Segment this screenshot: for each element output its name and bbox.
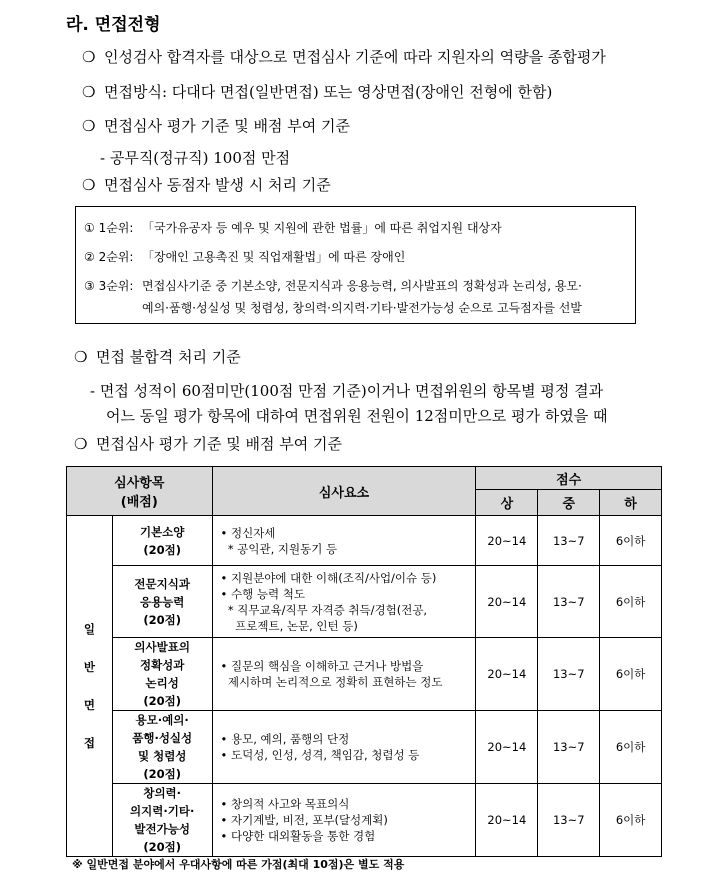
sub-item-full-score: - 공무직(정규직) 100점 만점 — [100, 149, 291, 167]
item-elements: • 용모, 예의, 품행의 단정 • 도덕성, 인성, 성격, 책임감, 청렴성 등 — [212, 711, 476, 784]
evaluation-table — [66, 466, 662, 857]
fail-text-1: - 면접 성적이 60점미만(100점 만점 기준)이거나 면접위원의 항목별 평정 결과 — [90, 382, 604, 400]
item-evaluation: ❍ 인성검사 합격자를 대상으로 면접심사 기준에 따라 지원자의 역량을 종합평가 — [82, 48, 606, 66]
bullet-circle-icon: ❍ — [74, 348, 88, 366]
tie-rank-2: ② 2순위: — [84, 250, 134, 264]
bullet-circle-icon: ❍ — [82, 83, 96, 101]
score-mid: 13~7 — [538, 516, 600, 566]
side-label-general-interview: 일 반 면 접 — [67, 516, 113, 857]
tie-rule-1: 「국가유공자 등 예우 및 지원에 관한 법률」에 따른 취업지원 대상자 — [142, 221, 502, 235]
item-name: 기본소양 (20점) — [112, 516, 212, 566]
tie-rank-1: ① 1순위: — [84, 221, 134, 235]
header-item: 심사항목 (배점) — [67, 467, 213, 516]
table-row — [67, 711, 662, 784]
header-elements: 심사요소 — [212, 467, 476, 516]
item-elements: • 창의적 사고와 목표의식 • 자기계발, 비전, 포부(달성계획) • 다양한 대외활동을 통한 경험 — [212, 784, 476, 857]
header-high: 상 — [476, 490, 538, 516]
bullet-circle-icon: ❍ — [74, 435, 88, 453]
item-interview-method: ❍ 면접방식: 다대다 면접(일반면접) 또는 영상면접(장애인 전형에 한함) — [82, 83, 553, 101]
score-mid: 13~7 — [538, 566, 600, 638]
score-low: 6이하 — [600, 784, 662, 857]
score-mid: 13~7 — [538, 638, 600, 711]
score-high: 20~14 — [476, 566, 538, 638]
header-low: 하 — [600, 490, 662, 516]
score-mid: 13~7 — [538, 784, 600, 857]
tie-rule-2: 「장애인 고용촉진 및 직업재활법」에 따른 장애인 — [142, 250, 406, 264]
item-tie-rules: ❍ 면접심사 동점자 발생 시 처리 기준 — [82, 176, 331, 194]
header-mid: 중 — [538, 490, 600, 516]
bullet-circle-icon: ❍ — [82, 176, 96, 194]
tie-rules-box — [75, 206, 636, 324]
score-low: 6이하 — [600, 516, 662, 566]
score-low: 6이하 — [600, 711, 662, 784]
tie-rule-3-cont: 예의·품행·성실성 및 청렴성, 창의력·의지력·기타·발전가능성 순으로 고득점자를 선발 — [142, 301, 582, 315]
item-elements: • 지원분야에 대한 이해(조직/사업/이슈 등) • 수행 능력 척도 * 직무교육/직무 자격증 취득/경험(전공, 프로젝트, 논문, 인턴 등) — [212, 566, 476, 638]
item-criteria: ❍ 면접심사 평가 기준 및 배점 부여 기준 — [82, 117, 350, 135]
tie-rank-3: ③ 3순위: — [84, 279, 134, 293]
score-low: 6이하 — [600, 638, 662, 711]
score-mid: 13~7 — [538, 711, 600, 784]
bullet-circle-icon: ❍ — [82, 117, 96, 135]
score-low: 6이하 — [600, 566, 662, 638]
item-name: 창의력· 의지력·기타· 발전가능성 (20점) — [112, 784, 212, 857]
score-high: 20~14 — [476, 638, 538, 711]
item-elements: • 정신자세 * 공익관, 지원동기 등 — [212, 516, 476, 566]
header-score: 점수 — [476, 467, 662, 490]
fail-text-2: 어느 동일 평가 항목에 대하여 면접위원 전원이 12점미만으로 평가 하였을 때 — [106, 407, 608, 425]
score-high: 20~14 — [476, 784, 538, 857]
score-high: 20~14 — [476, 711, 538, 784]
item-name: 용모·예의· 품행·성실성 및 청렴성 (20점) — [112, 711, 212, 784]
item-name: 전문지식과 응용능력 (20점) — [112, 566, 212, 638]
bullet-circle-icon: ❍ — [82, 48, 96, 66]
table-row — [67, 516, 662, 566]
item-elements: • 질문의 핵심을 이해하고 근거나 방법을 제시하며 논리적으로 정확히 표현하는 정도 — [212, 638, 476, 711]
table-row — [67, 638, 662, 711]
item-name: 의사발표의 정확성과 논리성 (20점) — [112, 638, 212, 711]
item-fail-criteria: ❍ 면접 불합격 처리 기준 — [74, 348, 241, 366]
score-high: 20~14 — [476, 516, 538, 566]
section-heading: 라. 면접전형 — [66, 15, 161, 35]
item-table-heading: ❍ 면접심사 평가 기준 및 배점 부여 기준 — [74, 435, 342, 453]
tie-rule-3: 면접심사기준 중 기본소양, 전문지식과 응용능력, 의사발표의 정확성과 논리성, 용모· — [142, 279, 582, 293]
table-row — [67, 566, 662, 638]
footnote: ※ 일반면접 분야에서 우대사항에 따른 가점(최대 10점)은 별도 적용 — [72, 858, 405, 871]
table-row — [67, 784, 662, 857]
